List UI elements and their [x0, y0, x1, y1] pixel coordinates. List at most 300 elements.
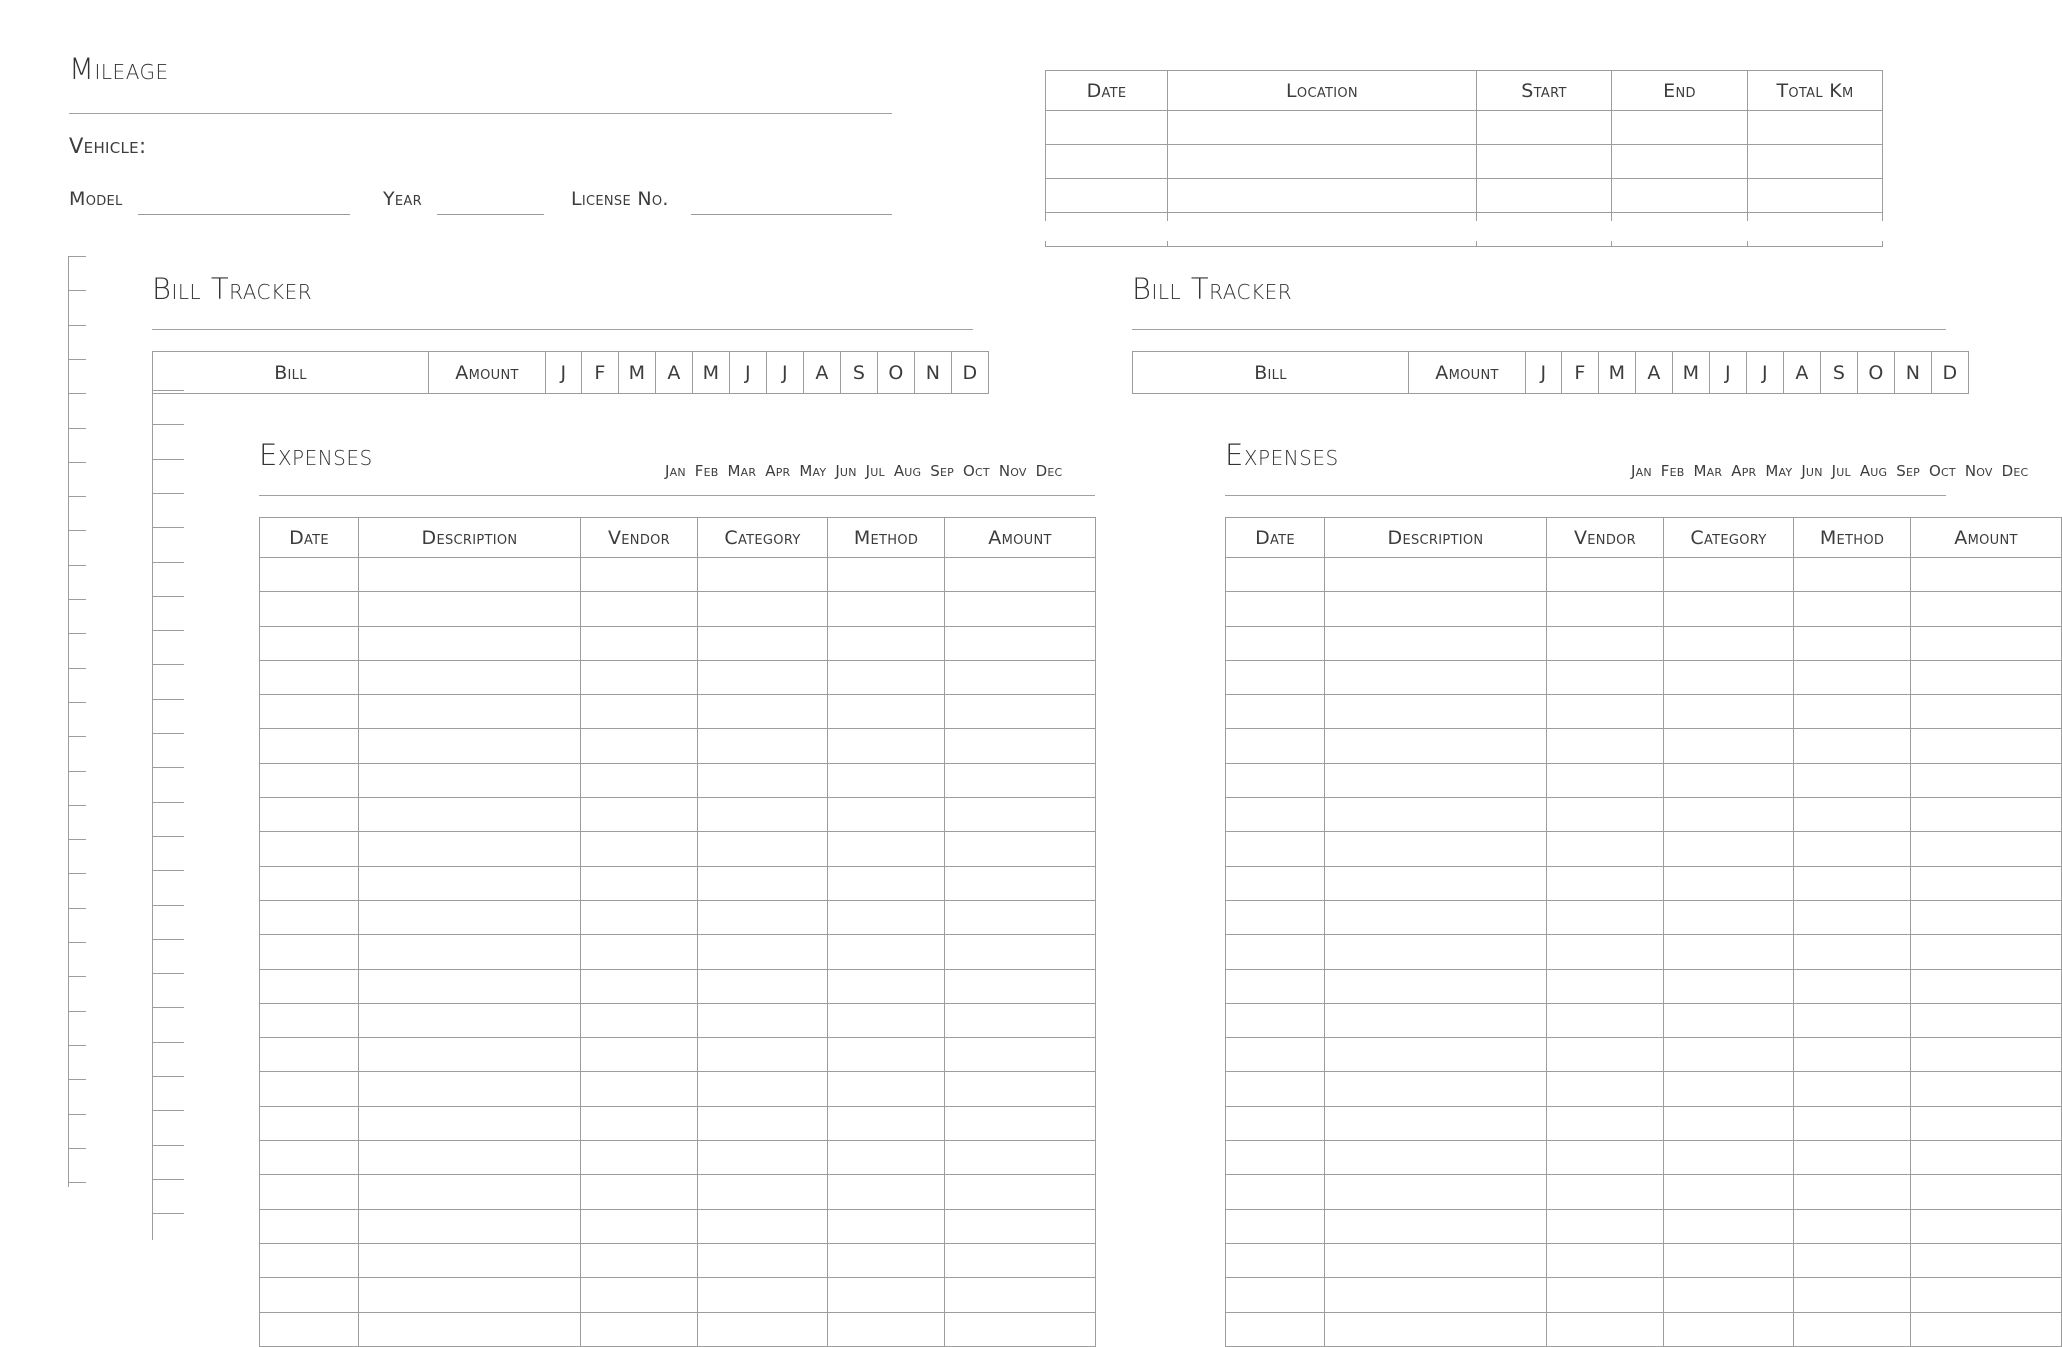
table-cell[interactable] [1226, 1038, 1325, 1072]
table-cell[interactable] [1664, 1003, 1794, 1037]
table-cell[interactable] [260, 798, 359, 832]
table-cell[interactable] [698, 1003, 828, 1037]
table-cell[interactable] [1794, 729, 1911, 763]
table-cell[interactable] [260, 558, 359, 592]
table-cell[interactable] [945, 558, 1096, 592]
table-cell[interactable] [698, 1038, 828, 1072]
table-cell[interactable] [828, 1278, 945, 1312]
table-cell[interactable] [828, 900, 945, 934]
month-nov[interactable]: Nov [1964, 462, 1993, 480]
month-dec[interactable]: Dec [2001, 462, 2029, 480]
table-cell[interactable] [1794, 660, 1911, 694]
table-cell[interactable] [945, 1175, 1096, 1209]
table-cell[interactable] [260, 969, 359, 1003]
table-cell[interactable] [1794, 1003, 1911, 1037]
table-cell[interactable] [1794, 1106, 1911, 1140]
month-may[interactable]: May [1765, 462, 1793, 480]
table-cell[interactable] [1794, 798, 1911, 832]
table-cell[interactable] [828, 626, 945, 660]
table-cell[interactable] [1325, 1072, 1547, 1106]
table-cell[interactable] [1911, 1312, 2062, 1346]
month-jun[interactable]: Jun [1801, 462, 1823, 480]
table-cell[interactable] [1911, 1072, 2062, 1106]
table-cell[interactable] [1664, 729, 1794, 763]
table-cell[interactable] [1911, 1003, 2062, 1037]
table-cell[interactable] [1547, 969, 1664, 1003]
table-cell[interactable] [1664, 695, 1794, 729]
table-cell[interactable] [581, 1003, 698, 1037]
table-cell[interactable] [1748, 145, 1883, 179]
table-cell[interactable] [1664, 592, 1794, 626]
table-cell[interactable] [581, 798, 698, 832]
table-cell[interactable] [359, 626, 581, 660]
table-cell[interactable] [1748, 179, 1883, 213]
table-cell[interactable] [698, 1106, 828, 1140]
table-cell[interactable] [1168, 179, 1477, 213]
table-cell[interactable] [1325, 1209, 1547, 1243]
table-cell[interactable] [945, 900, 1096, 934]
table-cell[interactable] [1911, 626, 2062, 660]
table-cell[interactable] [945, 660, 1096, 694]
table-cell[interactable] [359, 1209, 581, 1243]
table-cell[interactable] [698, 969, 828, 1003]
table-cell[interactable] [1794, 1278, 1911, 1312]
table-cell[interactable] [1547, 1209, 1664, 1243]
table-cell[interactable] [260, 935, 359, 969]
table-cell[interactable] [698, 900, 828, 934]
table-cell[interactable] [1226, 832, 1325, 866]
table-cell[interactable] [1911, 900, 2062, 934]
table-cell[interactable] [1226, 558, 1325, 592]
table-cell[interactable] [1547, 1038, 1664, 1072]
table-cell[interactable] [1547, 626, 1664, 660]
table-cell[interactable] [581, 832, 698, 866]
table-cell[interactable] [945, 626, 1096, 660]
table-cell[interactable] [1794, 1072, 1911, 1106]
month-jun[interactable]: Jun [835, 462, 857, 480]
table-cell[interactable] [1547, 763, 1664, 797]
table-cell[interactable] [260, 660, 359, 694]
table-cell[interactable] [1226, 1209, 1325, 1243]
month-dec[interactable]: Dec [1035, 462, 1063, 480]
table-cell[interactable] [945, 763, 1096, 797]
table-cell[interactable] [1612, 111, 1748, 145]
table-cell[interactable] [260, 695, 359, 729]
table-cell[interactable] [1794, 1141, 1911, 1175]
table-cell[interactable] [260, 1003, 359, 1037]
table-cell[interactable] [1664, 1243, 1794, 1277]
table-cell[interactable] [945, 832, 1096, 866]
table-cell[interactable] [698, 592, 828, 626]
table-cell[interactable] [359, 866, 581, 900]
table-cell[interactable] [1325, 969, 1547, 1003]
table-cell[interactable] [1226, 1312, 1325, 1346]
table-cell[interactable] [359, 1278, 581, 1312]
table-cell[interactable] [1226, 798, 1325, 832]
table-cell[interactable] [359, 695, 581, 729]
table-cell[interactable] [1325, 660, 1547, 694]
table-cell[interactable] [1547, 866, 1664, 900]
license-field[interactable] [691, 214, 892, 215]
table-cell[interactable] [1911, 866, 2062, 900]
table-cell[interactable] [945, 935, 1096, 969]
table-cell[interactable] [1325, 1038, 1547, 1072]
table-cell[interactable] [1664, 935, 1794, 969]
table-cell[interactable] [945, 1106, 1096, 1140]
table-cell[interactable] [581, 1141, 698, 1175]
table-cell[interactable] [828, 1209, 945, 1243]
table-cell[interactable] [359, 592, 581, 626]
table-cell[interactable] [1226, 1003, 1325, 1037]
table-cell[interactable] [1325, 592, 1547, 626]
table-cell[interactable] [1325, 1106, 1547, 1140]
year-field[interactable] [437, 214, 544, 215]
table-cell[interactable] [260, 1278, 359, 1312]
table-cell[interactable] [945, 592, 1096, 626]
table-cell[interactable] [945, 1312, 1096, 1346]
month-nov[interactable]: Nov [998, 462, 1027, 480]
table-cell[interactable] [698, 1141, 828, 1175]
table-cell[interactable] [1911, 1141, 2062, 1175]
month-aug[interactable]: Aug [893, 462, 922, 480]
table-cell[interactable] [698, 1312, 828, 1346]
table-cell[interactable] [359, 1003, 581, 1037]
table-cell[interactable] [1046, 111, 1168, 145]
table-cell[interactable] [945, 1038, 1096, 1072]
table-cell[interactable] [828, 969, 945, 1003]
month-jul[interactable]: Jul [1831, 462, 1851, 480]
table-cell[interactable] [1547, 660, 1664, 694]
month-sep[interactable]: Sep [930, 462, 954, 480]
table-cell[interactable] [945, 969, 1096, 1003]
table-cell[interactable] [1612, 179, 1748, 213]
table-cell[interactable] [1547, 729, 1664, 763]
table-cell[interactable] [1794, 558, 1911, 592]
table-cell[interactable] [945, 798, 1096, 832]
table-cell[interactable] [1911, 969, 2062, 1003]
table-cell[interactable] [260, 763, 359, 797]
month-oct[interactable]: Oct [963, 462, 990, 480]
month-mar[interactable]: Mar [727, 462, 757, 480]
table-cell[interactable] [1325, 558, 1547, 592]
table-cell[interactable] [581, 558, 698, 592]
table-cell[interactable] [359, 900, 581, 934]
table-cell[interactable] [945, 1243, 1096, 1277]
table-cell[interactable] [260, 592, 359, 626]
table-cell[interactable] [581, 763, 698, 797]
table-cell[interactable] [1226, 935, 1325, 969]
table-cell[interactable] [828, 660, 945, 694]
table-cell[interactable] [945, 1209, 1096, 1243]
table-cell[interactable] [1046, 179, 1168, 213]
table-cell[interactable] [1612, 145, 1748, 179]
table-cell[interactable] [828, 1141, 945, 1175]
table-cell[interactable] [1325, 729, 1547, 763]
month-mar[interactable]: Mar [1693, 462, 1723, 480]
table-cell[interactable] [1226, 1141, 1325, 1175]
table-cell[interactable] [1664, 1175, 1794, 1209]
table-cell[interactable] [1911, 558, 2062, 592]
table-cell[interactable] [828, 763, 945, 797]
table-cell[interactable] [359, 935, 581, 969]
table-cell[interactable] [1911, 660, 2062, 694]
table-cell[interactable] [1664, 558, 1794, 592]
table-cell[interactable] [581, 592, 698, 626]
table-cell[interactable] [1325, 832, 1547, 866]
table-cell[interactable] [828, 1003, 945, 1037]
table-cell[interactable] [1226, 969, 1325, 1003]
table-cell[interactable] [945, 1003, 1096, 1037]
table-cell[interactable] [1325, 695, 1547, 729]
table-cell[interactable] [945, 729, 1096, 763]
month-sep[interactable]: Sep [1896, 462, 1920, 480]
table-cell[interactable] [260, 626, 359, 660]
table-cell[interactable] [1794, 1312, 1911, 1346]
table-cell[interactable] [1664, 900, 1794, 934]
table-cell[interactable] [260, 1243, 359, 1277]
table-cell[interactable] [1794, 1209, 1911, 1243]
month-apr[interactable]: Apr [765, 462, 791, 480]
table-cell[interactable] [828, 695, 945, 729]
table-cell[interactable] [260, 1038, 359, 1072]
month-jan[interactable]: Jan [1631, 462, 1652, 480]
table-cell[interactable] [1226, 1072, 1325, 1106]
table-cell[interactable] [1664, 798, 1794, 832]
table-cell[interactable] [1547, 592, 1664, 626]
table-cell[interactable] [1547, 1243, 1664, 1277]
table-cell[interactable] [698, 1243, 828, 1277]
table-cell[interactable] [698, 729, 828, 763]
table-cell[interactable] [581, 1106, 698, 1140]
table-cell[interactable] [260, 1209, 359, 1243]
table-cell[interactable] [260, 729, 359, 763]
table-cell[interactable] [1325, 935, 1547, 969]
table-cell[interactable] [359, 1141, 581, 1175]
month-apr[interactable]: Apr [1731, 462, 1757, 480]
table-cell[interactable] [1547, 558, 1664, 592]
table-cell[interactable] [1794, 1243, 1911, 1277]
table-cell[interactable] [1547, 1278, 1664, 1312]
table-cell[interactable] [1226, 763, 1325, 797]
table-cell[interactable] [359, 1243, 581, 1277]
table-cell[interactable] [828, 592, 945, 626]
table-cell[interactable] [1168, 111, 1477, 145]
table-cell[interactable] [1664, 1141, 1794, 1175]
table-cell[interactable] [828, 866, 945, 900]
table-cell[interactable] [1664, 1072, 1794, 1106]
table-cell[interactable] [1664, 1209, 1794, 1243]
table-cell[interactable] [698, 660, 828, 694]
table-cell[interactable] [828, 558, 945, 592]
month-aug[interactable]: Aug [1859, 462, 1888, 480]
table-cell[interactable] [1477, 111, 1612, 145]
table-cell[interactable] [1325, 798, 1547, 832]
table-cell[interactable] [1168, 145, 1477, 179]
table-cell[interactable] [1794, 626, 1911, 660]
month-feb[interactable]: Feb [694, 462, 719, 480]
table-cell[interactable] [1325, 900, 1547, 934]
month-feb[interactable]: Feb [1660, 462, 1685, 480]
table-cell[interactable] [945, 1278, 1096, 1312]
table-cell[interactable] [1911, 695, 2062, 729]
table-cell[interactable] [1794, 1175, 1911, 1209]
table-cell[interactable] [1794, 1038, 1911, 1072]
table-cell[interactable] [828, 798, 945, 832]
table-cell[interactable] [828, 1243, 945, 1277]
table-cell[interactable] [698, 558, 828, 592]
model-field[interactable] [138, 214, 350, 215]
table-cell[interactable] [1325, 1278, 1547, 1312]
table-cell[interactable] [1664, 1038, 1794, 1072]
table-cell[interactable] [581, 1038, 698, 1072]
table-cell[interactable] [359, 969, 581, 1003]
table-cell[interactable] [1911, 832, 2062, 866]
table-cell[interactable] [581, 695, 698, 729]
table-cell[interactable] [1325, 763, 1547, 797]
table-cell[interactable] [1226, 592, 1325, 626]
table-cell[interactable] [698, 1072, 828, 1106]
table-cell[interactable] [581, 1209, 698, 1243]
table-cell[interactable] [1911, 1209, 2062, 1243]
table-cell[interactable] [260, 866, 359, 900]
table-cell[interactable] [1547, 1175, 1664, 1209]
table-cell[interactable] [1664, 969, 1794, 1003]
table-cell[interactable] [1911, 1175, 2062, 1209]
table-cell[interactable] [1547, 695, 1664, 729]
table-cell[interactable] [581, 1312, 698, 1346]
table-cell[interactable] [1794, 866, 1911, 900]
table-cell[interactable] [1664, 1278, 1794, 1312]
table-cell[interactable] [359, 729, 581, 763]
table-cell[interactable] [1794, 832, 1911, 866]
table-cell[interactable] [1325, 1243, 1547, 1277]
table-cell[interactable] [1547, 1003, 1664, 1037]
table-cell[interactable] [698, 832, 828, 866]
table-cell[interactable] [698, 866, 828, 900]
table-cell[interactable] [1794, 969, 1911, 1003]
table-cell[interactable] [945, 695, 1096, 729]
table-cell[interactable] [945, 1141, 1096, 1175]
table-cell[interactable] [581, 969, 698, 1003]
table-cell[interactable] [1911, 1106, 2062, 1140]
table-cell[interactable] [359, 1106, 581, 1140]
table-cell[interactable] [359, 763, 581, 797]
month-may[interactable]: May [799, 462, 827, 480]
table-cell[interactable] [698, 1209, 828, 1243]
table-cell[interactable] [260, 900, 359, 934]
table-cell[interactable] [359, 1175, 581, 1209]
table-cell[interactable] [260, 1072, 359, 1106]
table-cell[interactable] [1547, 1072, 1664, 1106]
table-cell[interactable] [698, 798, 828, 832]
table-cell[interactable] [581, 1278, 698, 1312]
table-cell[interactable] [1226, 660, 1325, 694]
table-cell[interactable] [1547, 1106, 1664, 1140]
table-cell[interactable] [1046, 145, 1168, 179]
table-cell[interactable] [1794, 592, 1911, 626]
table-cell[interactable] [828, 832, 945, 866]
table-cell[interactable] [1794, 695, 1911, 729]
table-cell[interactable] [828, 1312, 945, 1346]
table-cell[interactable] [1547, 1141, 1664, 1175]
table-cell[interactable] [581, 729, 698, 763]
table-cell[interactable] [1794, 935, 1911, 969]
table-cell[interactable] [581, 1072, 698, 1106]
table-cell[interactable] [945, 866, 1096, 900]
table-cell[interactable] [1664, 1312, 1794, 1346]
table-cell[interactable] [581, 626, 698, 660]
table-cell[interactable] [359, 1072, 581, 1106]
table-cell[interactable] [359, 1312, 581, 1346]
table-cell[interactable] [1477, 145, 1612, 179]
table-cell[interactable] [359, 832, 581, 866]
table-cell[interactable] [698, 1278, 828, 1312]
table-cell[interactable] [1547, 900, 1664, 934]
table-cell[interactable] [1547, 832, 1664, 866]
table-cell[interactable] [945, 1072, 1096, 1106]
table-cell[interactable] [1226, 1175, 1325, 1209]
table-cell[interactable] [828, 1106, 945, 1140]
table-cell[interactable] [1325, 626, 1547, 660]
table-cell[interactable] [260, 1312, 359, 1346]
table-cell[interactable] [1664, 660, 1794, 694]
table-cell[interactable] [1547, 935, 1664, 969]
table-cell[interactable] [359, 660, 581, 694]
table-cell[interactable] [260, 1106, 359, 1140]
table-cell[interactable] [698, 1175, 828, 1209]
table-cell[interactable] [581, 935, 698, 969]
table-cell[interactable] [1226, 1243, 1325, 1277]
table-cell[interactable] [698, 626, 828, 660]
table-cell[interactable] [1325, 1141, 1547, 1175]
table-cell[interactable] [1911, 1243, 2062, 1277]
table-cell[interactable] [1325, 1312, 1547, 1346]
table-cell[interactable] [1226, 1278, 1325, 1312]
table-cell[interactable] [828, 935, 945, 969]
table-cell[interactable] [1664, 763, 1794, 797]
table-cell[interactable] [1325, 1175, 1547, 1209]
month-jan[interactable]: Jan [665, 462, 686, 480]
table-cell[interactable] [828, 1175, 945, 1209]
table-cell[interactable] [1911, 763, 2062, 797]
table-cell[interactable] [1547, 798, 1664, 832]
table-cell[interactable] [1664, 832, 1794, 866]
table-cell[interactable] [1911, 798, 2062, 832]
table-cell[interactable] [260, 1175, 359, 1209]
table-cell[interactable] [1226, 866, 1325, 900]
table-cell[interactable] [1911, 1038, 2062, 1072]
table-cell[interactable] [1794, 763, 1911, 797]
table-cell[interactable] [1911, 1278, 2062, 1312]
table-cell[interactable] [1477, 179, 1612, 213]
table-cell[interactable] [698, 935, 828, 969]
table-cell[interactable] [1226, 729, 1325, 763]
table-cell[interactable] [698, 763, 828, 797]
table-cell[interactable] [581, 1175, 698, 1209]
table-cell[interactable] [581, 660, 698, 694]
table-cell[interactable] [1226, 900, 1325, 934]
table-cell[interactable] [698, 695, 828, 729]
table-cell[interactable] [1911, 592, 2062, 626]
month-oct[interactable]: Oct [1929, 462, 1956, 480]
table-cell[interactable] [260, 832, 359, 866]
table-cell[interactable] [359, 1038, 581, 1072]
table-cell[interactable] [1911, 935, 2062, 969]
table-cell[interactable] [1748, 111, 1883, 145]
table-cell[interactable] [1226, 626, 1325, 660]
table-cell[interactable] [581, 1243, 698, 1277]
table-cell[interactable] [1664, 866, 1794, 900]
